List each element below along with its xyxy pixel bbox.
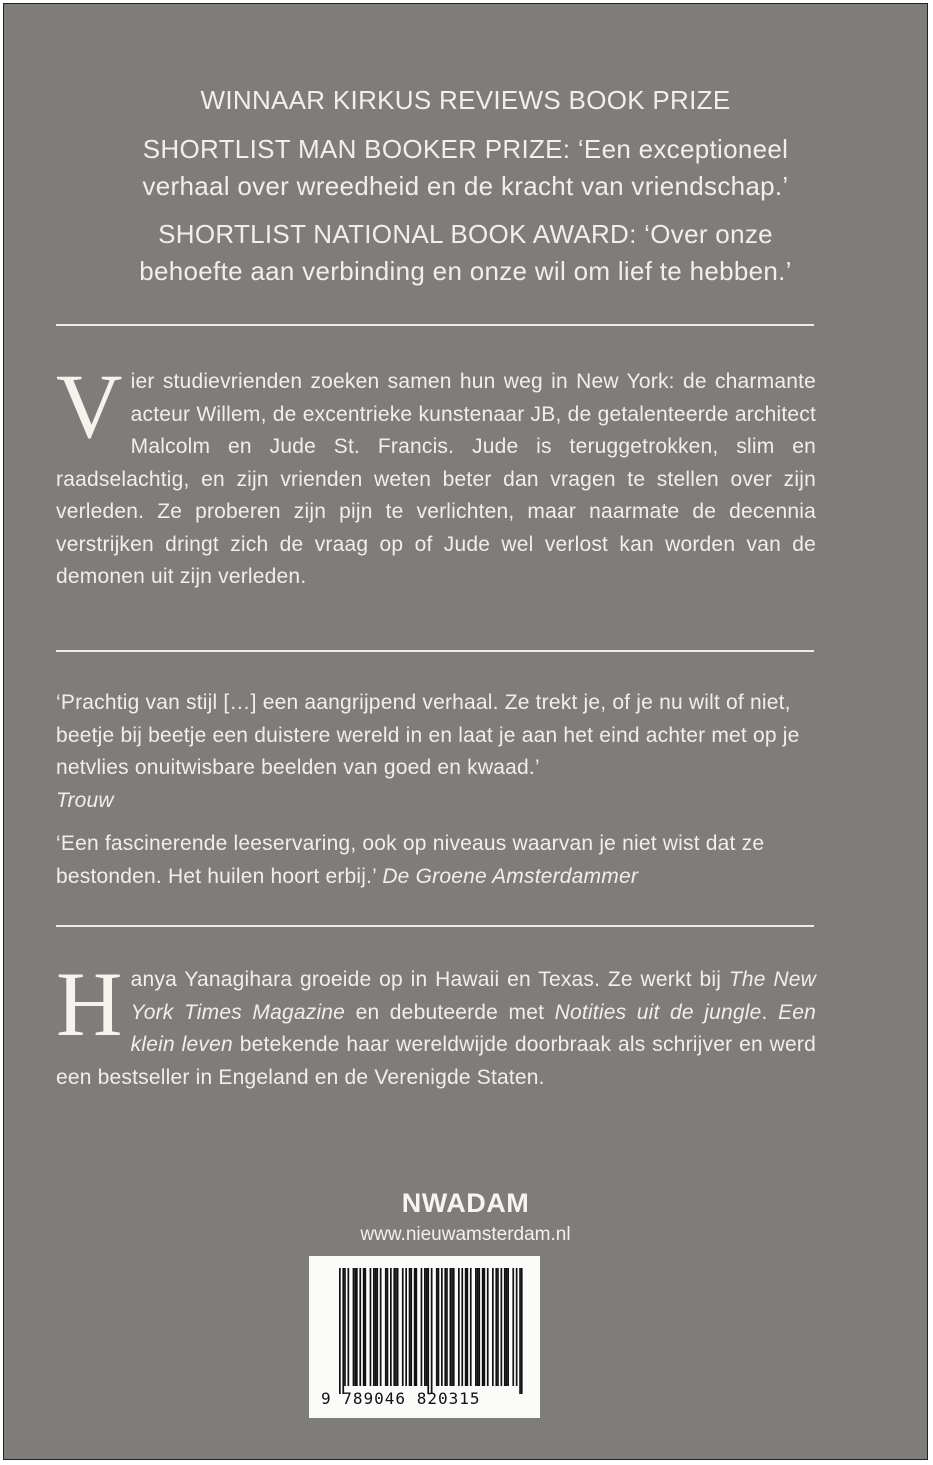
barcode-bar <box>477 1268 479 1386</box>
barcode-bar <box>373 1268 375 1386</box>
barcode-bar <box>370 1268 372 1386</box>
barcode-bar <box>348 1268 350 1386</box>
barcode-bar <box>424 1268 426 1386</box>
barcode-bar <box>416 1268 418 1386</box>
barcode-bar <box>359 1268 361 1386</box>
barcode-bar <box>512 1268 514 1386</box>
barcode-bar <box>393 1268 395 1386</box>
award-kirkus: WINNAAR KIRKUS REVIEWS BOOK PRIZE <box>200 85 731 115</box>
synopsis <box>56 355 816 594</box>
barcode-bar <box>497 1268 499 1386</box>
bio-text: en debuteerde met <box>345 1000 555 1024</box>
barcode-bar <box>521 1268 523 1394</box>
barcode-bar <box>387 1268 389 1386</box>
award-booker-line1: SHORTLIST MAN BOOKER PRIZE: ‘Een exceptioneel <box>142 134 789 164</box>
barcode-bar <box>475 1268 477 1386</box>
award-national-line1: SHORTLIST NATIONAL BOOK AWARD: ‘Over onze <box>158 219 773 249</box>
barcode-bar <box>504 1268 506 1386</box>
quote-text: ‘Prachtig van stijl […] een aangrijpend verhaal. Ze trekt je, of je nu wilt of niet, beetje bij beetje een duistere wereld in en laat je aan het eind achter met op je netvlies onuitwisbare beelden van goed en kwaad.’ <box>56 691 800 779</box>
barcode-bar <box>501 1268 503 1386</box>
bio-italic: Notities uit de jungle <box>554 1000 762 1024</box>
barcode-bar <box>450 1268 452 1386</box>
barcode-bar <box>458 1268 460 1386</box>
award-booker-line2: verhaal over wreedheid en de kracht van vriendschap.’ <box>142 171 789 201</box>
synopsis-dropcap: V <box>56 355 123 457</box>
divider <box>56 650 814 652</box>
publisher-logo: NWADAM <box>401 1188 530 1218</box>
barcode-bar <box>405 1268 407 1386</box>
isbn-barcode <box>309 1256 540 1418</box>
barcode-bar <box>385 1268 387 1386</box>
barcode-bar <box>516 1268 518 1386</box>
barcode-bar <box>507 1268 509 1386</box>
isbn-digits: 9 789046 820315 <box>321 1389 481 1408</box>
book-back-cover <box>3 3 928 1460</box>
barcode-bar <box>446 1268 448 1386</box>
barcode-bar <box>426 1268 428 1386</box>
barcode-bar <box>453 1268 455 1386</box>
barcode-bar <box>421 1268 423 1386</box>
bio-italic: The New York Times Magazine <box>130 968 816 1024</box>
bio-italic: Een klein leven <box>130 1000 817 1056</box>
barcode-bar <box>342 1268 344 1394</box>
barcode-bar <box>344 1268 346 1386</box>
barcode-bar <box>354 1268 356 1386</box>
barcode-bar <box>356 1268 358 1386</box>
barcode-bar <box>470 1268 472 1386</box>
award-national-line2: behoefte aan verbinding en onze wil om lief te hebben.’ <box>139 256 792 286</box>
barcode-bar <box>395 1268 397 1386</box>
barcode-bar <box>363 1268 365 1386</box>
barcode-bar <box>478 1268 480 1386</box>
barcode-bar <box>465 1268 467 1386</box>
barcode-bar <box>487 1268 489 1386</box>
barcode-bar <box>365 1268 367 1386</box>
bio-text: . <box>761 1000 779 1024</box>
barcode-bar <box>492 1268 494 1386</box>
barcode-bar <box>409 1268 411 1386</box>
award-national-book <box>4 216 927 290</box>
review-quote-trouw <box>56 687 816 817</box>
publisher-url: www.nieuwamsterdam.nl <box>360 1224 571 1245</box>
barcode-bar <box>414 1268 416 1386</box>
barcode-bar <box>397 1268 399 1386</box>
bio-text: betekende haar wereldwijde doorbraak als schrijver en werd een bestseller in Engeland en de Verenigde Staten. <box>56 1033 816 1089</box>
barcode-bar <box>519 1268 521 1394</box>
barcode-bar <box>444 1268 446 1386</box>
barcode-bar <box>376 1268 378 1386</box>
synopsis-text: ier studievrienden zoeken samen hun weg in New York: de charmante acteur Willem, de excentrieke kunstenaar JB, de getalenteerde architect Malcolm en Jude St. Francis. Jude is teruggetrokken, slim en raadselachtig, en zijn vrienden weten beter dan vragen te stellen over zijn verleden. Ze proberen zijn pijn te verlichten, maar naarmate de decennia verstrijken dringt zich de vraag op of Jude wel verlost kan worden van de demonen uit zijn verleden. <box>56 370 816 588</box>
barcode-bar <box>436 1268 438 1386</box>
barcode-bar <box>484 1268 486 1386</box>
barcode-bar <box>339 1268 341 1394</box>
barcode-bar <box>482 1268 484 1386</box>
quote-source: De Groene Amsterdammer <box>382 864 639 888</box>
barcode-bar <box>353 1268 355 1386</box>
barcode-bar <box>451 1268 453 1386</box>
author-bio-dropcap: H <box>56 953 123 1055</box>
bio-text: anya Yanagihara groeide op in Hawaii en Texas. Ze werkt bij <box>130 968 729 991</box>
barcode-bar <box>441 1268 443 1386</box>
review-quote-groene <box>56 828 816 893</box>
barcode-bar <box>402 1268 404 1386</box>
award-booker <box>4 131 927 205</box>
barcode-bar <box>380 1268 382 1386</box>
barcode-bar <box>431 1268 433 1394</box>
quote-text: ‘Een fascinerende leeservaring, ook op niveaus waarvan je niet wist dat ze bestonden. Het huilen hoort erbij.’ <box>56 832 765 888</box>
barcode-bar <box>467 1268 469 1386</box>
barcode-bar <box>390 1268 392 1386</box>
barcode-bar <box>410 1268 412 1386</box>
barcode-bar <box>506 1268 508 1386</box>
divider <box>56 925 814 927</box>
barcode-bar <box>438 1268 440 1386</box>
barcode-bar <box>375 1268 377 1386</box>
barcode-bar <box>461 1268 463 1386</box>
author-bio <box>56 953 817 1094</box>
barcode-bar <box>495 1268 497 1386</box>
quote-source: Trouw <box>56 788 114 812</box>
barcode-bar <box>427 1268 429 1394</box>
divider <box>56 324 814 326</box>
